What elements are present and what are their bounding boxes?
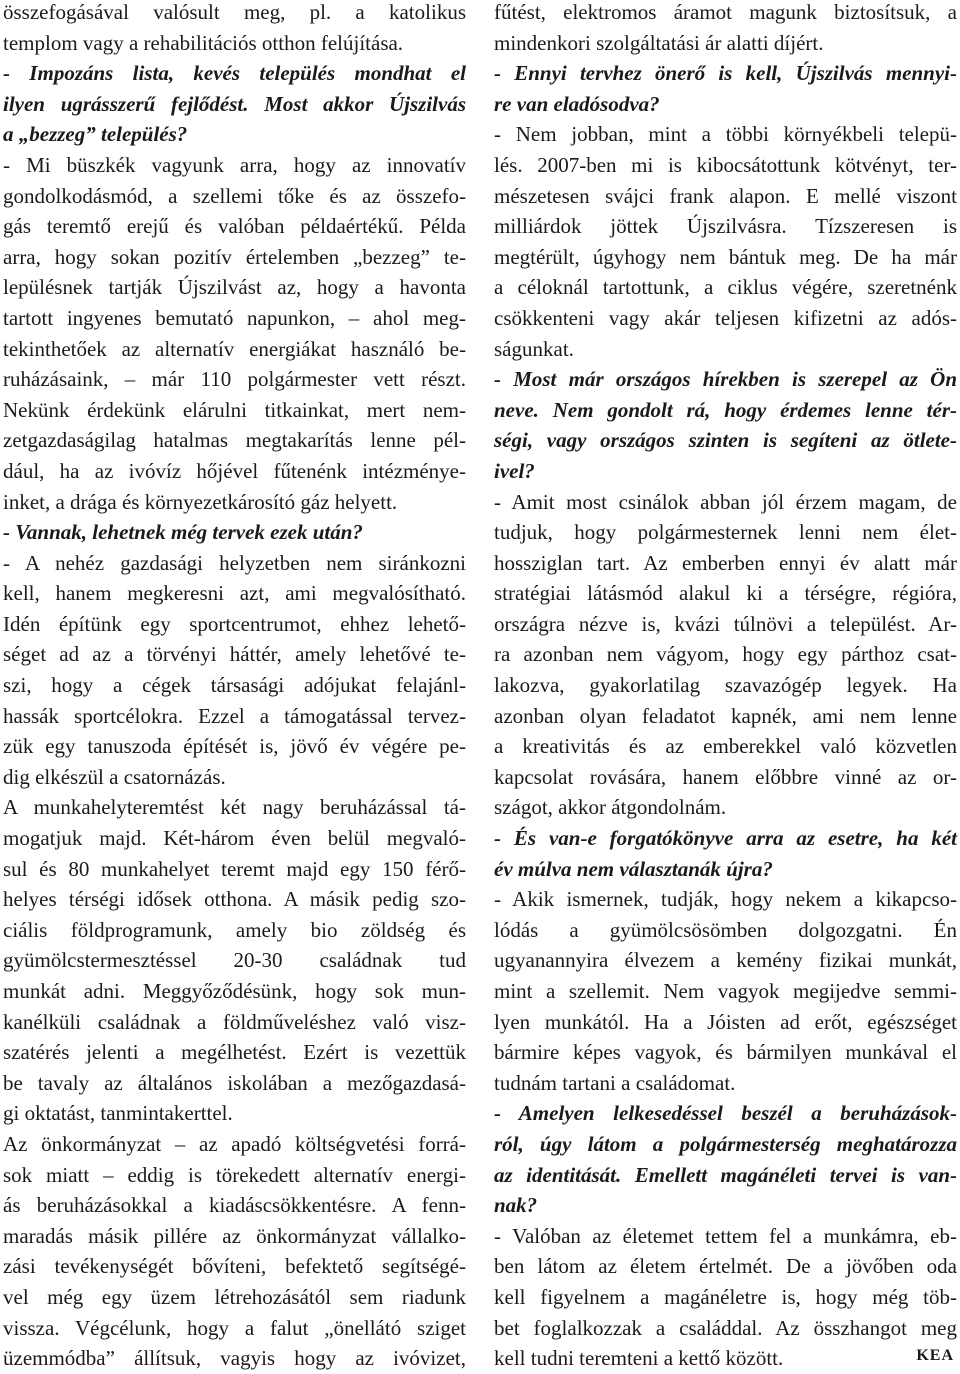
answer-line: be tavaly az általános iskolában a mezőgazdasá- — [3, 1070, 466, 1095]
answer-line: Nekünk érdekünk elárulni titkainkat, mert nem- — [3, 397, 466, 422]
answer-line: vissza. Végcélunk, hogy a falut „önellátó sziget — [3, 1315, 466, 1340]
answer-line: munkát adni. Meggyőződésünk, hogy sok mun- — [3, 979, 466, 1003]
answer-line: mint a szellemit. Nem vagyok megijedve semmi- — [494, 979, 957, 1003]
answer-line: - Akik ismernek, tudják, hogy nekem a kikapcso- — [494, 887, 957, 912]
answer-line: bármire képes vagyok, és bármilyen munkával el — [494, 1040, 957, 1065]
answer-line: zetgazdaságilag hatalmas megtakarítás lenne pél- — [3, 428, 466, 453]
answer-line: lés. 2007-ben mi is kibocsátottunk kötvényt, ter- — [494, 152, 957, 177]
answer-line: gi oktatást, tanmintakerttel. — [3, 1101, 233, 1126]
answer-line: összefogásával valósult meg, pl. a katolikus — [3, 0, 466, 24]
answer-line: séget ad az a törvényi háttér, amely lehetővé te- — [3, 642, 466, 667]
answer-line: tudjuk, hogy polgármesternek lenni nem élet- — [494, 520, 957, 545]
question-line: az identitását. Emellett magánéleti tervei is van- — [494, 1162, 957, 1187]
answer-line: mogatjuk majd. Két-három éven belül megvaló- — [3, 826, 466, 851]
answer-line: inket, a drága és környezetkárosító gáz helyett. — [3, 489, 398, 514]
answer-line: arra, hogy sokan pozitív értelemben „bezzeg” te- — [3, 244, 466, 269]
answer-line: gás teremtő erejű és valóban példaértékű. Példa — [3, 214, 466, 239]
answer-line: ugyanannyira élvezem a kemény fizikai munkát, — [494, 948, 957, 973]
author-signature: KEA — [916, 1347, 954, 1364]
answer-line: ruházásaink, – már 110 polgármester vett részt. — [3, 367, 466, 392]
question-line: év múlva nem választanák újra? — [494, 856, 773, 881]
question-line: nak? — [494, 1193, 538, 1218]
answer-line: mindenkori szolgáltatási ár alatti díjért. — [494, 30, 824, 55]
answer-line: ciális földprogramunk, amely bio zöldség és — [3, 917, 466, 942]
answer-line: megtérült, úgyhogy nem bántuk meg. De ha már — [494, 244, 957, 269]
question-line: neve. Nem gondolt rá, hogy érdemes lenne tér- — [494, 397, 957, 422]
answer-line: kell tudni teremteni a kettő között. — [494, 1346, 784, 1371]
answer-line: A munkahelyteremtést két nagy beruházással tá- — [3, 795, 466, 820]
answer-line: maradás másik pillére az önkormányzat vállalko- — [3, 1223, 466, 1248]
question-line: ivel? — [494, 458, 535, 483]
answer-line: zási tevékenységét bővíteni, befektető segítségé- — [3, 1254, 466, 1279]
answer-line: helyes térségi idősek otthona. A másik pedig szo- — [3, 887, 466, 912]
article-column-left — [3, 0, 466, 1374]
question-line: - Impozáns lista, kevés település mondhat el — [3, 61, 466, 86]
answer-line: - Amit most csinálok abban jól érzem magam, de — [494, 489, 957, 514]
answer-line: üzemmódba” állítsuk, vagyis hogy az ivóvizet, — [3, 1346, 466, 1371]
question-line: - És van-e forgatókönyve arra az esetre, ha két — [494, 826, 957, 851]
answer-line: tekinthetőek az alternatív energiákat használó be- — [3, 336, 466, 361]
answer-line: Az önkormányzat – az apadó költségvetési forrá- — [3, 1131, 466, 1156]
answer-line: lyen munkától. Ha a Jóisten ad erőt, egészséget — [494, 1009, 957, 1034]
answer-line: hassák sportcélokra. Ezzel a támogatással tervez- — [3, 703, 466, 728]
answer-line: vel még egy üzem létrehozásától sem riadunk — [3, 1284, 466, 1309]
answer-line: szi, hogy a cégek társasági adójukat felajánl- — [3, 673, 466, 698]
answer-line: - Nem jobban, mint a többi környékbeli telepü- — [494, 122, 957, 147]
answer-line: lódás a gyümölcsösömben dolgozgatni. Én — [494, 917, 957, 942]
answer-line: milliárdok jöttek Újszilvásra. Tízszeresen is — [494, 214, 957, 239]
answer-line: Idén építünk egy sportcentrumot, ehhez lehető- — [3, 611, 466, 636]
answer-line: ás beruházásokkal a kiadáscsökkentésre. A fenn- — [3, 1193, 466, 1218]
answer-line: mészetesen svájci frank alapon. E mellé viszont — [494, 183, 957, 208]
article-column-right — [494, 0, 957, 1374]
answer-line: bet foglalkozzak a családdal. Az összhangot meg — [494, 1315, 957, 1340]
answer-line: ben látom az életem értelmét. De a jövőben oda — [494, 1254, 957, 1279]
question-line: - Most már országos hírekben is szerepel az Ön — [494, 367, 957, 392]
answer-line: gondolkodásmód, a szellemi tőke és az összefo- — [3, 183, 466, 208]
question-line: - Ennyi tervhez önerő is kell, Újszilvás mennyi- — [494, 61, 957, 86]
answer-line: kell, hanem megkeresni azt, ami megvalósítható. — [3, 581, 466, 606]
answer-line: szágot, akkor átgondolnám. — [494, 795, 727, 820]
answer-line: - Mi büszkék vagyunk arra, hogy az innovatív — [3, 152, 466, 177]
answer-line: - Valóban az életemet tettem fel a munkámra, eb- — [494, 1223, 957, 1248]
answer-line: sul és 80 munkahelyet teremt majd egy 150 férő- — [3, 856, 466, 881]
answer-line: lepülésnek tartják Újszilvást az, hogy a havonta — [3, 275, 466, 300]
answer-line: a kreativitás és az emberekkel való közvetlen — [494, 734, 957, 759]
answer-line: stratégiai látásmód alakul ki a térségre, régióra, — [494, 581, 957, 606]
question-line: - Vannak, lehetnek még tervek ezek után? — [3, 520, 363, 545]
question-line: ról, úgy látom a polgármesterség meghatározza — [494, 1131, 957, 1156]
answer-line: kanélküli családnak a földműveléshez való visz- — [3, 1009, 466, 1034]
question-line: - Amelyen lelkesedéssel beszél a beruházások- — [494, 1101, 957, 1126]
answer-line: hossziglan tart. Az emberben ennyi év alatt már — [494, 550, 957, 575]
answer-line: fűtést, elektromos áramot magunk biztosítsuk, a — [494, 0, 957, 24]
answer-line: kapcsolat rovására, hanem előbbre vinné az or- — [494, 764, 957, 789]
answer-line: tudnám tartani a családomat. — [494, 1070, 736, 1095]
answer-line: a céloknál tartottunk, a ciklus végére, szeretnénk — [494, 275, 957, 300]
answer-line: ra azonban nem vágyom, hogy egy párthoz csat- — [494, 642, 957, 667]
answer-line: - A nehéz gazdasági helyzetben nem siránkozni — [3, 550, 466, 575]
answer-line: templom vagy a rehabilitációs otthon felújítása. — [3, 30, 404, 55]
answer-line: kell figyelnem a magánéletre is, hogy még töb- — [494, 1284, 957, 1309]
answer-line: azonban olyan feladatot kapnék, ami nem lenne — [494, 703, 957, 728]
answer-line: gyümölcstermesztéssel 20-30 családnak tud — [3, 948, 466, 973]
answer-line: ságunkat. — [494, 336, 574, 361]
answer-line: országra nézve is, kvázi túlnövi a települést. Ar- — [494, 611, 957, 636]
question-line: re van eladósodva? — [494, 91, 660, 116]
question-line: a „bezzeg” település? — [3, 122, 188, 147]
question-line: ségi, vagy országos szinten is segíteni az ötlete- — [494, 428, 957, 453]
answer-line: tartott ingyenes bemutató napunkon, – ahol meg- — [3, 305, 466, 330]
answer-line: sok miatt – eddig is törekedett alternatív energi- — [3, 1162, 466, 1187]
answer-line: csökkenteni vagy akár teljesen kifizetni az adós- — [494, 305, 957, 330]
question-line: ilyen ugrásszerű fejlődést. Most akkor Újszilvás — [3, 91, 466, 116]
answer-line: lakozva, gyakorlatilag szavazógép legyek. Ha — [494, 673, 957, 698]
answer-line: szatérés jelenti a megélhetést. Ezért is vezettük — [3, 1040, 466, 1065]
answer-line: dig elkészül a csatornázás. — [3, 764, 226, 789]
answer-line: zük egy tanuszoda építését is, jövő év végére pe- — [3, 734, 466, 759]
answer-line: dául, ha az ivóvíz hőjével fűtenénk intézménye- — [3, 458, 466, 483]
